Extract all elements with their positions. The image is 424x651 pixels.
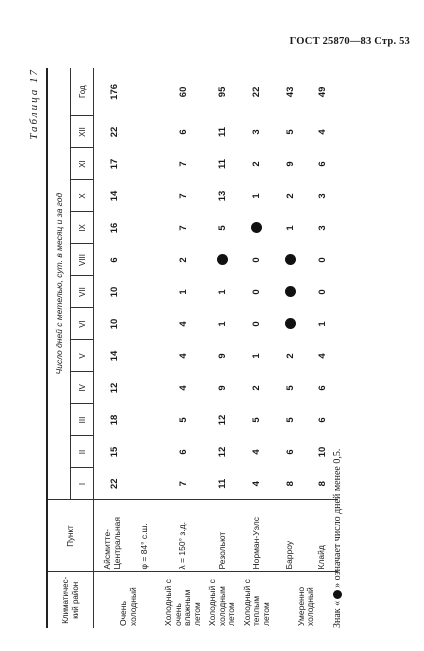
footnote-text-before: Знак «	[332, 600, 343, 628]
value-cell: 15	[109, 446, 120, 458]
value-cell: 1	[177, 289, 189, 295]
point-cell: Айсмитте-Центральная	[94, 500, 130, 572]
value-cell: 4	[251, 449, 263, 455]
value-cell-bullet	[205, 244, 240, 276]
value-cell: 10	[109, 286, 120, 298]
value-cell: 9	[216, 385, 228, 391]
value-cell: 2	[251, 385, 263, 391]
value-cell-bullet	[274, 244, 306, 276]
point-cell: Резольют	[205, 500, 240, 572]
value-cell: 6	[284, 449, 296, 455]
value-cell: 14	[109, 190, 120, 202]
value-cell: 60	[177, 86, 189, 98]
blizzard-days-table	[46, 68, 338, 628]
value-cell: 11	[216, 158, 228, 170]
table-row	[94, 68, 130, 628]
value-cell	[129, 180, 161, 212]
month-header: V	[71, 340, 94, 372]
value-cell: 5	[216, 225, 228, 231]
footnote-text-after: » означает число дней менее 0,5.	[332, 448, 343, 588]
bullet-mark-icon	[251, 223, 262, 234]
value-cell: 5	[177, 417, 189, 423]
value-cell: 2	[251, 161, 263, 167]
month-header: IV	[71, 372, 94, 404]
bullet-mark-icon	[333, 590, 342, 599]
month-header: I	[71, 468, 94, 500]
month-header: II	[71, 436, 94, 468]
value-cell: 6	[177, 129, 189, 135]
table-head	[47, 68, 94, 628]
rotated-page-content	[14, 68, 354, 628]
value-cell: 10	[109, 318, 120, 330]
value-cell-bullet	[274, 276, 306, 308]
point-cell: Норман-Уэлс	[240, 500, 275, 572]
value-cell: 4	[316, 129, 328, 135]
value-cell	[129, 68, 161, 116]
point-cell: Барроу	[274, 500, 306, 572]
value-cell: 7	[177, 193, 189, 199]
bullet-mark-icon	[285, 319, 296, 330]
value-cell	[129, 436, 161, 468]
bullet-mark-icon	[217, 255, 228, 266]
value-cell: 6	[177, 449, 189, 455]
point-cell: λ = 150° з.д.	[161, 500, 205, 572]
value-cell: 4	[251, 481, 263, 487]
value-cell: 18	[109, 414, 120, 426]
month-header: VI	[71, 308, 94, 340]
value-cell: 2	[284, 353, 296, 359]
value-cell: 22	[251, 86, 263, 98]
region-cell: Умеренно холодный	[274, 572, 338, 628]
month-header: III	[71, 404, 94, 436]
value-cell: 43	[284, 86, 296, 98]
region-cell: Холодный с очень влажным летом	[161, 572, 205, 628]
table-body	[94, 68, 339, 628]
value-cell	[129, 276, 161, 308]
value-cell: 95	[216, 86, 228, 98]
value-cell: 0	[251, 321, 263, 327]
region-cell: Очень холодный	[94, 572, 162, 628]
table-row	[205, 68, 240, 628]
value-cell: 1	[251, 193, 263, 199]
value-cell	[129, 468, 161, 500]
table-row	[161, 68, 205, 628]
value-cell: 5	[284, 129, 296, 135]
month-header: Год	[71, 68, 94, 116]
region-cell: Холодный с холодным летом	[205, 572, 240, 628]
value-cell: 14	[109, 350, 120, 362]
bullet-mark-icon	[285, 255, 296, 266]
value-cell: 4	[316, 353, 328, 359]
column-header-region: Климатичес-кий район	[47, 572, 94, 628]
value-cell: 1	[251, 353, 263, 359]
value-cell: 7	[177, 481, 189, 487]
column-header-point: Пункт	[47, 500, 94, 572]
value-cell: 9	[284, 161, 296, 167]
value-cell	[129, 372, 161, 404]
value-cell	[129, 244, 161, 276]
value-cell	[129, 116, 161, 148]
point-cell: Клайд	[306, 500, 338, 572]
value-cell: 12	[216, 446, 228, 458]
month-header: X	[71, 180, 94, 212]
bullet-mark-icon	[285, 287, 296, 298]
value-cell: 7	[177, 225, 189, 231]
month-header: VII	[71, 276, 94, 308]
footnote	[332, 449, 343, 628]
value-cell: 3	[316, 193, 328, 199]
value-cell: 8	[284, 481, 296, 487]
value-cell: 4	[177, 353, 189, 359]
month-header: XI	[71, 148, 94, 180]
value-cell: 3	[251, 129, 263, 135]
value-cell: 6	[316, 417, 328, 423]
value-cell: 7	[177, 161, 189, 167]
table-row	[129, 68, 161, 628]
value-cell: 0	[316, 257, 328, 263]
value-cell: 2	[284, 193, 296, 199]
value-cell: 4	[177, 385, 189, 391]
page-header: ГОСТ 25870—83 Стр. 53	[289, 36, 410, 47]
value-cell	[129, 404, 161, 436]
value-cell: 5	[251, 417, 263, 423]
value-cell: 4	[177, 321, 189, 327]
month-header: XII	[71, 116, 94, 148]
value-cell	[129, 308, 161, 340]
value-cell-bullet	[240, 212, 275, 244]
value-cell: 1	[284, 225, 296, 231]
value-cell: 49	[316, 86, 328, 98]
value-cell: 12	[109, 382, 120, 394]
value-cell: 0	[316, 289, 328, 295]
value-cell: 6	[316, 161, 328, 167]
value-cell: 17	[109, 158, 120, 170]
value-cell: 13	[216, 190, 228, 202]
value-cell	[129, 212, 161, 244]
value-cell: 9	[216, 353, 228, 359]
value-cell: 12	[216, 414, 228, 426]
region-cell: Холодный с теплым летом	[240, 572, 275, 628]
value-cell	[129, 340, 161, 372]
value-cell: 3	[316, 225, 328, 231]
table-row	[274, 68, 306, 628]
value-cell	[129, 148, 161, 180]
value-cell: 8	[316, 481, 328, 487]
table-title: Таблица 17	[28, 68, 40, 140]
value-cell: 6	[109, 257, 120, 263]
value-cell: 11	[216, 126, 228, 138]
value-cell: 10	[316, 446, 328, 458]
value-cell: 5	[284, 385, 296, 391]
value-cell: 5	[284, 417, 296, 423]
value-cell: 11	[216, 478, 228, 489]
value-cell: 1	[216, 289, 228, 295]
value-cell: 2	[177, 257, 189, 263]
column-header-group: Число дней с метелью, сут. в месяц и за год	[47, 68, 71, 500]
value-cell: 1	[316, 321, 328, 327]
value-cell: 6	[316, 385, 328, 391]
value-cell: 0	[251, 289, 263, 295]
value-cell: 16	[109, 222, 120, 234]
value-cell-bullet	[274, 308, 306, 340]
value-cell: 1	[216, 321, 228, 327]
value-cell: 176	[109, 83, 120, 100]
month-header: VIII	[71, 244, 94, 276]
table-row	[240, 68, 275, 628]
point-cell: φ = 84° с.ш.	[129, 500, 161, 572]
value-cell: 22	[109, 478, 120, 490]
value-cell: 22	[109, 126, 120, 138]
value-cell: 0	[251, 257, 263, 263]
month-header: IX	[71, 212, 94, 244]
